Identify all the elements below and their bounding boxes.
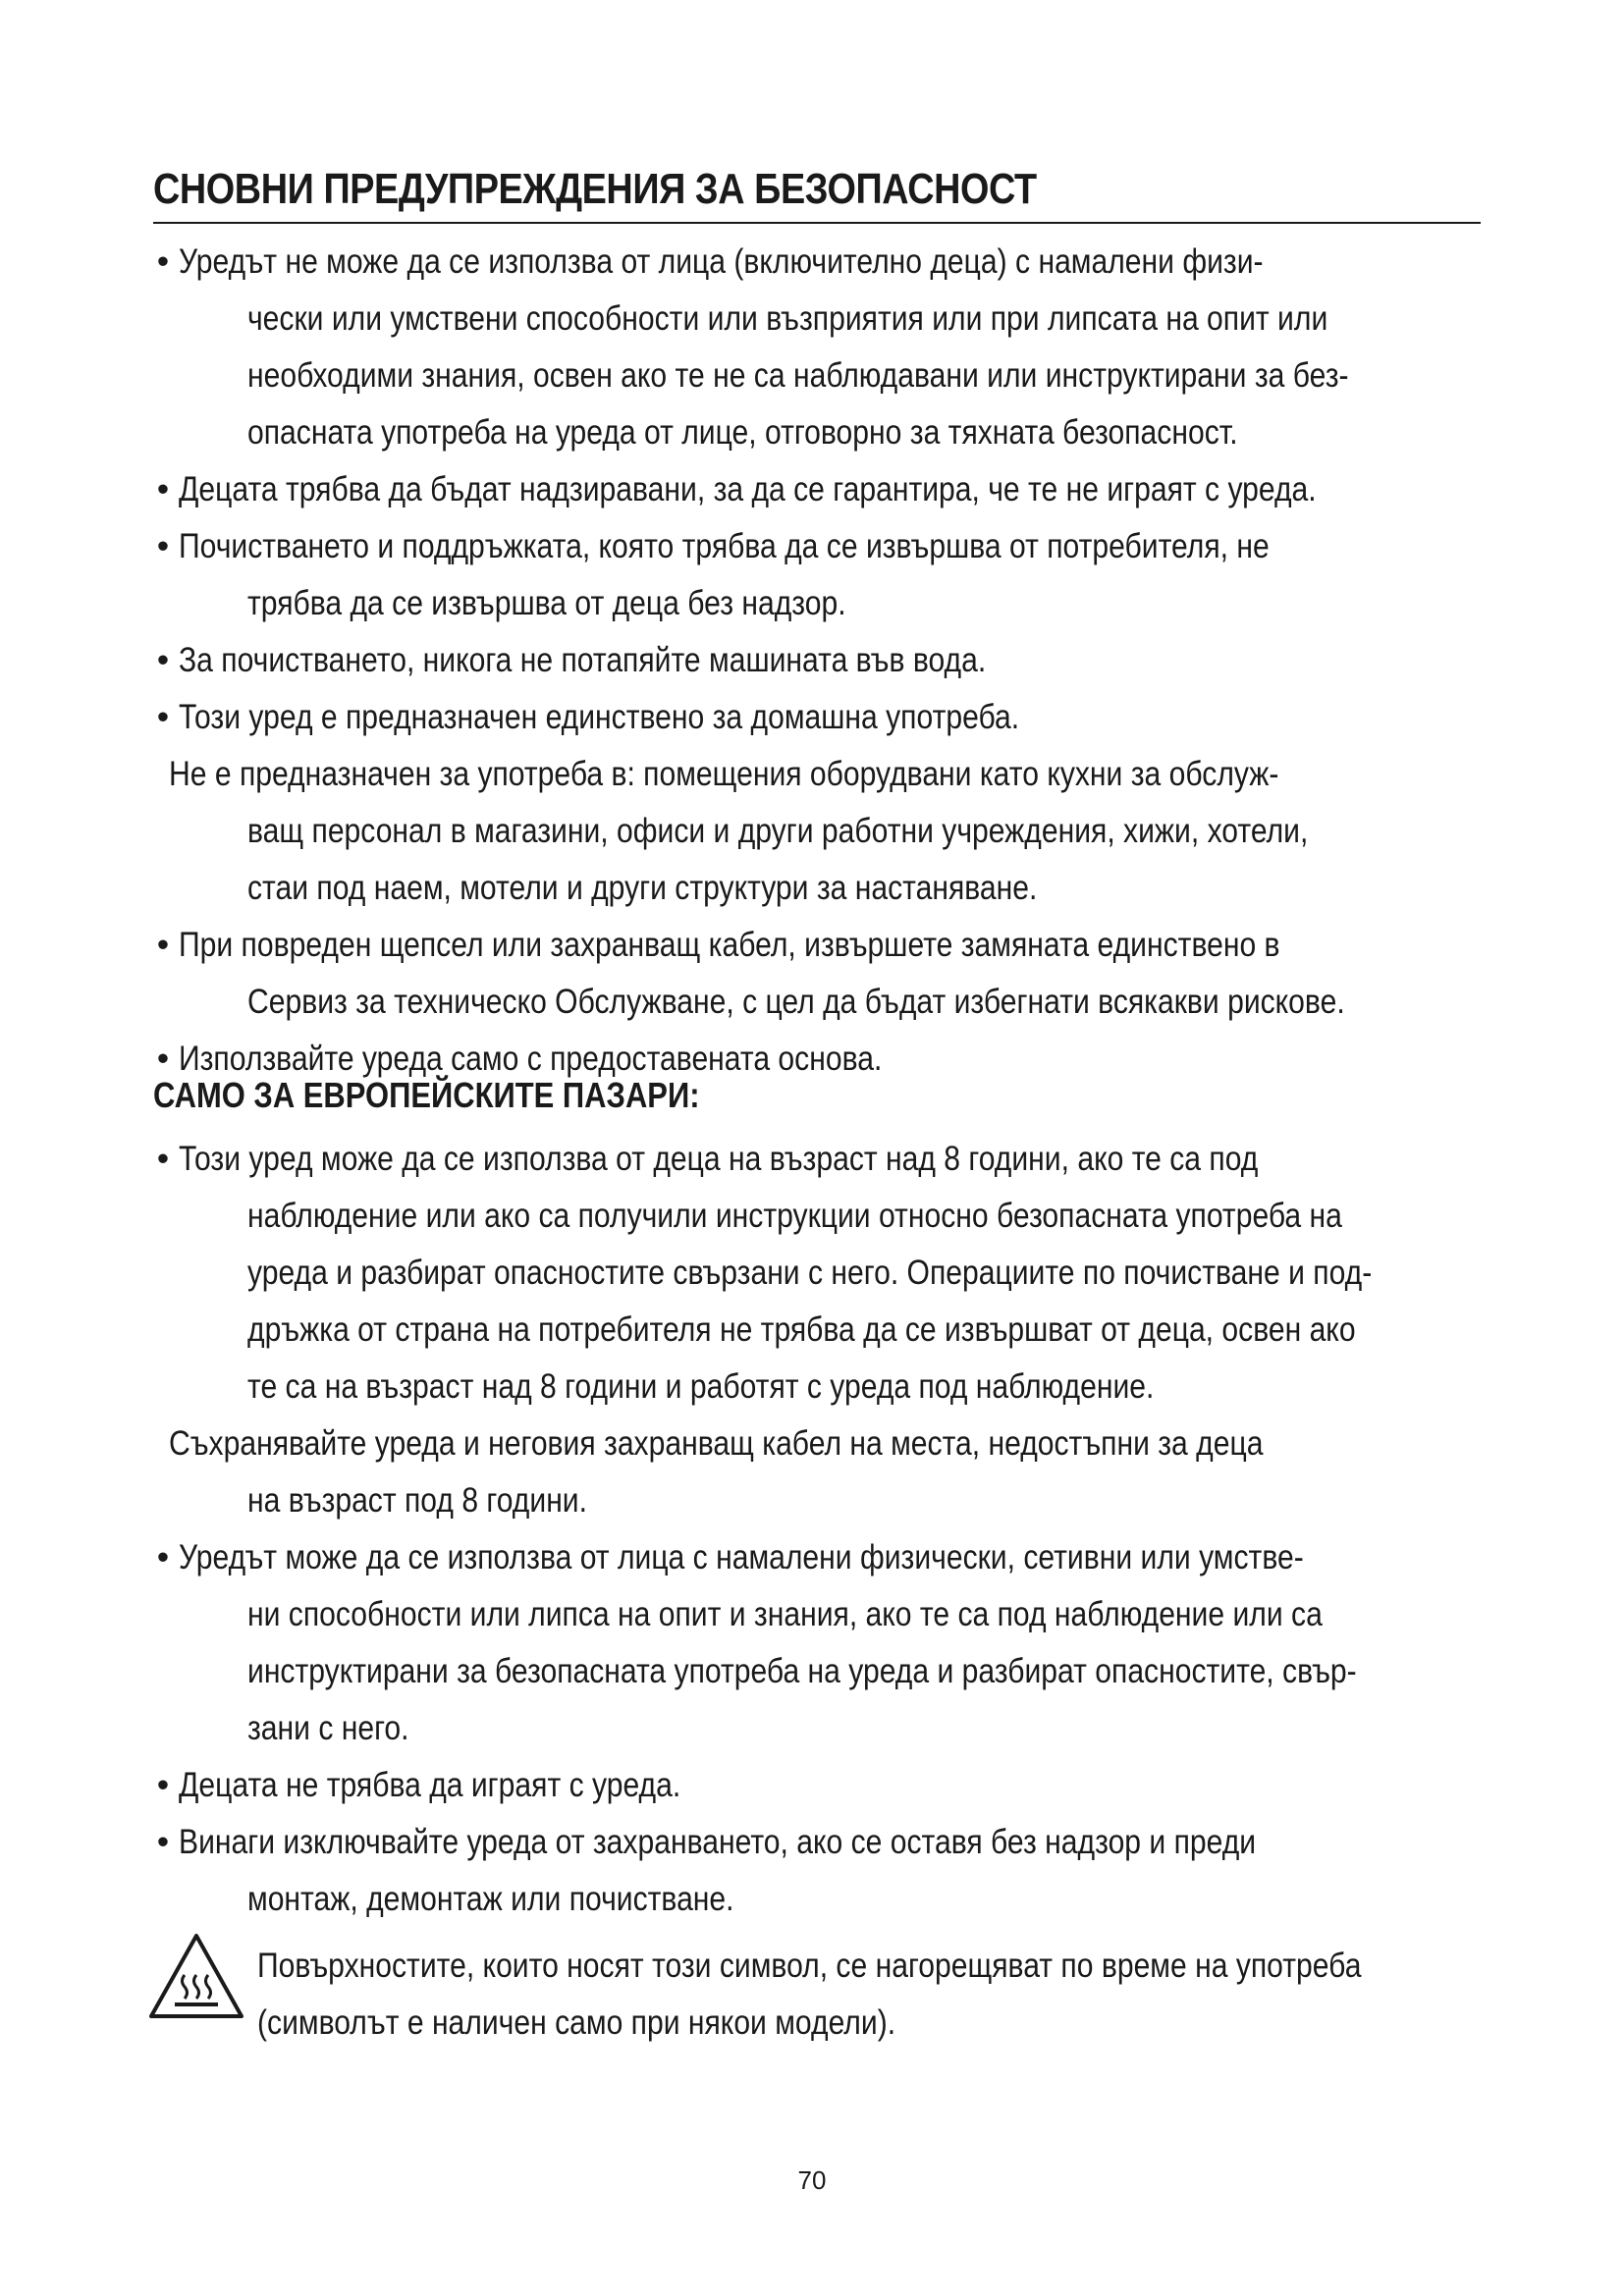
- bullet: •: [156, 1538, 170, 1576]
- bullet: •: [156, 470, 170, 508]
- bullet: •: [156, 926, 170, 964]
- bullet: •: [156, 1766, 170, 1804]
- bullet: •: [156, 527, 170, 565]
- hot-surface-warning-text: Повърхностите, които носят този символ, се нагорещяват по време на употреба (символът е наличен само при някои модели).: [257, 1947, 1362, 2042]
- bullet: •: [156, 1823, 170, 1861]
- list-item: • Децата трябва да бъдат надзиравани, за да се гарантира, че те не играят с уреда.: [153, 461, 1481, 518]
- bullet: •: [156, 1140, 170, 1178]
- note-paragraph: Не е предназначен за употреба в: помещения оборудвани като кухни за обслуж-: [169, 755, 1279, 793]
- bullet: •: [156, 641, 170, 679]
- bullet: •: [156, 1040, 170, 1078]
- page-title: СНОВНИ ПРЕДУПРЕЖДЕНИЯ ЗА БЕЗОПАСНОСТ: [153, 165, 1037, 213]
- section-subheading: САМО ЗА ЕВРОПЕЙСКИТЕ ПАЗАРИ:: [153, 1075, 700, 1115]
- bullet: •: [156, 698, 170, 736]
- bullet: •: [156, 242, 170, 281]
- page-number: 70: [797, 2165, 827, 2195]
- hot-surface-warning-icon: [147, 1932, 245, 2020]
- list-item: • При повреден щепсел или захранващ кабел, извършете замяната единствено в: [153, 917, 1481, 974]
- list-item: • Винаги изключвайте уреда от захранването, ако се оставя без надзор и преди: [153, 1814, 1481, 1871]
- list-item: • Използвайте уреда само с предоставената основа.: [153, 1031, 1481, 1088]
- list-item: • Този уред може да се използва от деца на възраст над 8 години, ако те са под: [153, 1131, 1481, 1188]
- section-general-warnings: • Уредът не може да се използва от лица (включително деца) с намалени физи- чески или умствени способности или възприятия или при липсата на опит или необходими знания, освен ако те не са наблюдавани или инструктирани за без- опасната употреба на уреда от лице, отговорно за тяхната безопасност. • Децата трябва да бъдат надзиравани, за да се гарантира, че те не играят с уреда. • Почистването и поддръжката, която трябва да се извършва от потребителя, не трябва да се извършва от деца без надзор. • За почистването, никога не потапяйте машината във вода. • Този уред е предназначен единствено за домашна употреба. Не е предназначен за употреба в: помещения оборудвани като кухни за обслуж- ващ персонал в магазини, офиси и други работни учреждения, хижи, хотели, стаи под наем, мотели и други структури за настаняване. • При повреден щепсел или захранващ кабел, извършете замяната единствено в Сервиз за техническо Обслужване, с цел да бъдат избегнати всякакви рискове. • Използвайте уреда само с предоставената основа.: [153, 234, 1481, 1088]
- section-european-markets: • Този уред може да се използва от деца на възраст над 8 години, ако те са под наблюдение или ако са получили инструкции относно безопасната употреба на уреда и разбират опасностите свързани с него. Операциите по почистване и под- дръжка от страна на потребителя не трябва да се извършват от деца, освен ако те са на възраст над 8 години и работят с уреда под наблюдение. Съхранявайте уреда и неговия захранващ кабел на места, недостъпни за деца на възраст под 8 години. • Уредът може да се използва от лица с намалени физически, сетивни или умстве- ни способности или липса на опит и знания, ако те са под наблюдение или са инструктирани за безопасната употреба на уреда и разбират опасностите, свър- зани с него. • Децата не трябва да играят с уреда. • Винаги изключвайте уреда от захранването, ако се оставя без надзор и преди монтаж, демонтаж или почистване.: [153, 1131, 1481, 1928]
- list-item: • Почистването и поддръжката, която трябва да се извършва от потребителя, не: [153, 518, 1481, 575]
- list-item: • Уредът може да се използва от лица с намалени физически, сетивни или умстве-: [153, 1529, 1481, 1586]
- list-item: • За почистването, никога не потапяйте машината във вода.: [153, 632, 1481, 689]
- list-item: • Този уред е предназначен единствено за домашна употреба.: [153, 689, 1481, 746]
- note-paragraph: Съхранявайте уреда и неговия захранващ кабел на места, недостъпни за деца: [169, 1424, 1264, 1463]
- list-item: • Децата не трябва да играят с уреда.: [153, 1757, 1481, 1814]
- title-underline: [153, 222, 1481, 224]
- list-item: • Уредът не може да се използва от лица (включително деца) с намалени физи-: [153, 234, 1481, 291]
